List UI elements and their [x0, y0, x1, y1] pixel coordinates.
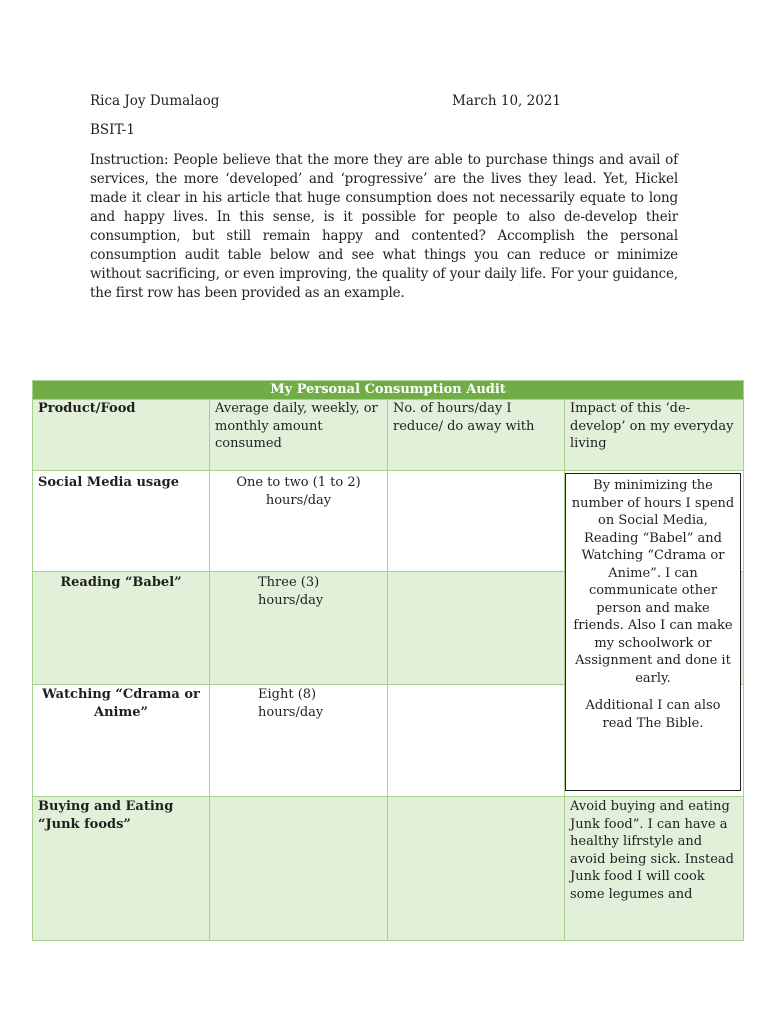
- column-header-product: Product/Food: [33, 400, 210, 471]
- table-row: [33, 797, 744, 941]
- amount-cell: [210, 797, 388, 941]
- student-name: Rica Joy Dumalaog: [90, 93, 220, 109]
- reduce-cell: [388, 685, 565, 797]
- impact-cell: Avoid buying and eating Junk food”. I can have a healthy lifrstyle and avoid being sick. Instead Junk food I will cook some legumes and: [565, 797, 744, 941]
- column-header-amount: Average daily, weekly, or monthly amount consumed: [210, 400, 388, 471]
- impact-paragraph: By minimizing the number of hours I spend on Social Media, Reading “Babel” and Watching “Cdrama or Anime”. I can communicate other person and make friends. Also I can make my schoolwork or Assignment and done it early.: [571, 478, 735, 686]
- product-cell: Buying and Eating “Junk foods”: [33, 797, 210, 941]
- column-header-impact: Impact of this ‘de-develop’ on my everyday living: [565, 400, 744, 471]
- reduce-cell: [388, 572, 565, 685]
- column-header-reduce: No. of hours/day I reduce/ do away with: [388, 400, 565, 471]
- table-row: [33, 471, 744, 572]
- product-cell: Watching “Cdrama or Anime”: [33, 685, 210, 797]
- reduce-cell: [388, 471, 565, 572]
- consumption-audit-table: [32, 380, 744, 941]
- shared-impact-textbox: [565, 473, 741, 791]
- reduce-cell: [388, 797, 565, 941]
- product-cell: Social Media usage: [33, 471, 210, 572]
- amount-cell: Three (3) hours/day: [210, 572, 388, 685]
- impact-paragraph-additional: Additional I can also read The Bible.: [585, 698, 721, 731]
- student-section: BSIT-1: [90, 122, 135, 138]
- amount-cell: Eight (8) hours/day: [210, 685, 388, 797]
- amount-cell: One to two (1 to 2) hours/day: [210, 471, 388, 572]
- document-date: March 10, 2021: [452, 93, 561, 109]
- instruction-paragraph: Instruction: People believe that the more they are able to purchase things and avail of services, the more ‘developed’ and ‘progressive’ are the lives they lead. Yet, Hickel made it clear in his article that huge consumption does not necessarily equate to long and happy lives. In this sense, is it possible for people to also de-develop their consumption, but still remain happy and contented? Accomplish the personal consumption audit table below and see what things you can reduce or minimize without sacrificing, or even improving, the quality of your daily life. For your guidance, the first row has been provided as an example.: [90, 152, 678, 301]
- product-cell: Reading “Babel”: [33, 572, 210, 685]
- impact-cell: [565, 471, 744, 731]
- table-title: My Personal Consumption Audit: [33, 381, 744, 400]
